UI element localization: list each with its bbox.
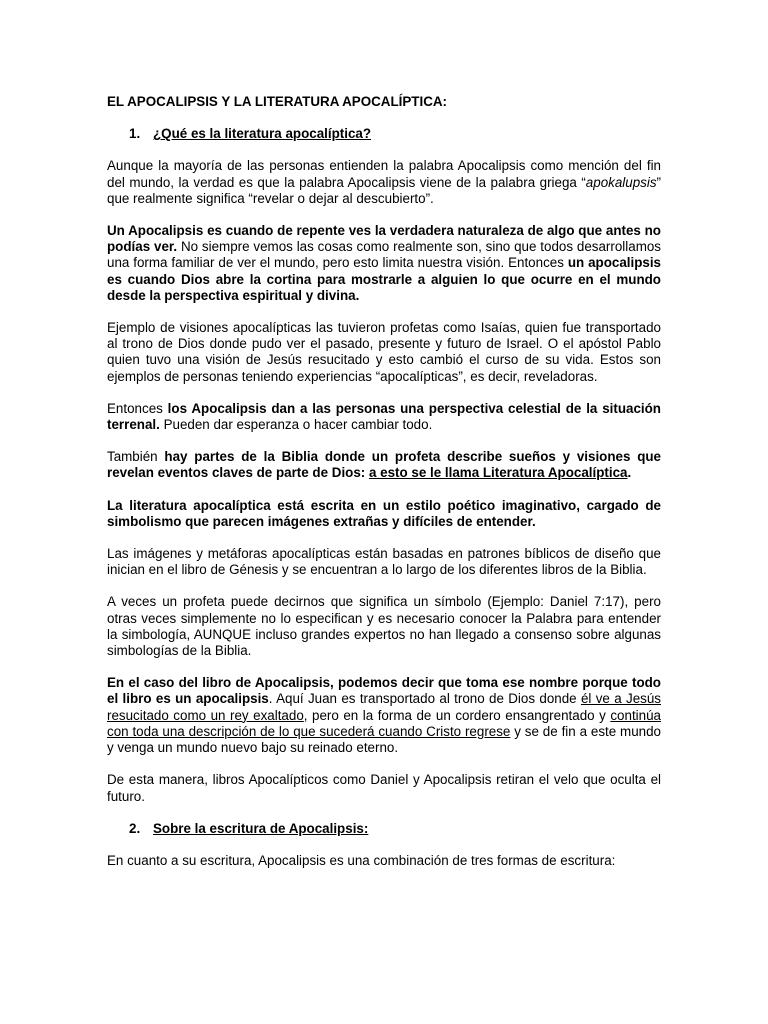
- bold-text: En el caso del libro de Apocalipsis, podemos decir que toma ese nombre porque todo el libro es un apocalipsis: [107, 675, 661, 707]
- paragraph-6: [107, 498, 661, 530]
- section-title: ¿Qué es la literatura apocalíptica?: [153, 126, 372, 142]
- text-run: ” que realmente significa “revelar o dejar al descubierto”.: [107, 174, 661, 206]
- section-heading-2: [107, 821, 661, 837]
- underlined-text: él ve a Jesús resucitado como un rey exaltado: [107, 691, 661, 723]
- paragraph-4: [107, 401, 661, 433]
- text-run: En cuanto a su escritura, Apocalipsis es una combinación de tres formas de escritura:: [107, 852, 616, 868]
- paragraph-2: [107, 223, 661, 304]
- document-body: [107, 94, 661, 885]
- text-run: y se de fin a este mundo y venga un mundo nuevo bajo su reinado eterno.: [107, 723, 661, 756]
- section-number: 1.: [129, 126, 141, 142]
- bold-text: La literatura apocalíptica está escrita en un estilo poético imaginativo, cargado de simbolismo que parecen imágenes extrañas y difíciles de entender.: [107, 497, 661, 529]
- text-run: De esta manera, libros Apocalípticos como Daniel y Apocalipsis retiran el velo que oculta el futuro.: [107, 772, 661, 804]
- document-title: EL APOCALIPSIS Y LA LITERATURA APOCALÍPTICA:: [107, 94, 447, 109]
- text-run: A veces un profeta puede decirnos que significa un símbolo (Ejemplo: Daniel 7:17), pero otras veces simplemente no lo especifican y es necesario conocer la Palabra para entender la simbología, AUNQUE incluso grandes expertos no han llegado a consenso sobre algunas simbologías de la Biblia.: [107, 594, 661, 659]
- paragraph-11: [107, 853, 661, 869]
- text-run: Aunque la mayoría de las personas entienden la palabra Apocalipsis como mención del fin del mundo, la verdad es que la palabra Apocalipsis viene de la palabra griega “: [107, 158, 661, 190]
- bold-underlined-text: a esto se le llama Literatura Apocalíptica: [368, 465, 628, 481]
- paragraph-8: [107, 594, 661, 659]
- text-run: Las imágenes y metáforas apocalípticas están basadas en patrones bíblicos de diseño que inician en el libro de Génesis y se encuentran a lo largo de los diferentes libros de la Biblia.: [107, 546, 661, 578]
- section-heading-1: [107, 126, 661, 142]
- bold-text: un apocalipsis es cuando Dios abre la cortina para mostrarle a alguien lo que ocurre en el mundo desde la perspectiva espiritual y divina.: [107, 255, 662, 303]
- bold-text: Un Apocalipsis es cuando de repente ves la verdadera naturaleza de algo que antes no podías ver.: [107, 223, 661, 255]
- section-title: Sobre la escritura de Apocalipsis:: [153, 820, 369, 836]
- paragraph-7: [107, 546, 661, 578]
- text-run: No siempre vemos las cosas como realmente son, sino que todos desarrollamos una forma familiar de ver el mundo, pero esto limita nuestra visión. Entonces: [107, 239, 661, 271]
- paragraph-1: [107, 158, 661, 207]
- paragraph-5: [107, 449, 661, 481]
- paragraph-10: [107, 772, 661, 804]
- bold-text: hay partes de la Biblia donde un profeta describe sueños y visiones que revelan eventos claves de parte de Dios:: [107, 449, 661, 481]
- text-run: Pueden dar esperanza o hacer cambiar todo.: [159, 417, 433, 433]
- text-run: , pero en la forma de un cordero ensangrentado y: [303, 707, 611, 723]
- bold-text: .: [627, 465, 632, 481]
- underlined-text: continúa con toda una descripción de lo que sucederá cuando Cristo regrese: [107, 707, 661, 739]
- text-run: Entonces: [107, 400, 168, 416]
- paragraph-9: [107, 675, 661, 756]
- text-run: Ejemplo de visiones apocalípticas las tuvieron profetas como Isaías, quien fue transportado al trono de Dios donde pudo ver el pasado, presente y futuro de Israel. O el apóstol Pablo quien tuvo una visión de Jesús resucitado y esto cambió el curso de su vida. Estos son ejemplos de personas teniendo experiencias “apocalípticas”, es decir, reveladoras.: [107, 320, 661, 384]
- section-number: 2.: [129, 820, 141, 836]
- paragraph-3: [107, 320, 661, 385]
- italic-term: apokalupsis: [585, 174, 657, 190]
- text-run: . Aquí Juan es transportado al trono de Dios donde: [268, 691, 581, 707]
- text-run: También: [107, 449, 165, 465]
- bold-text: los Apocalipsis dan a las personas una perspectiva celestial de la situación terrenal.: [107, 400, 661, 433]
